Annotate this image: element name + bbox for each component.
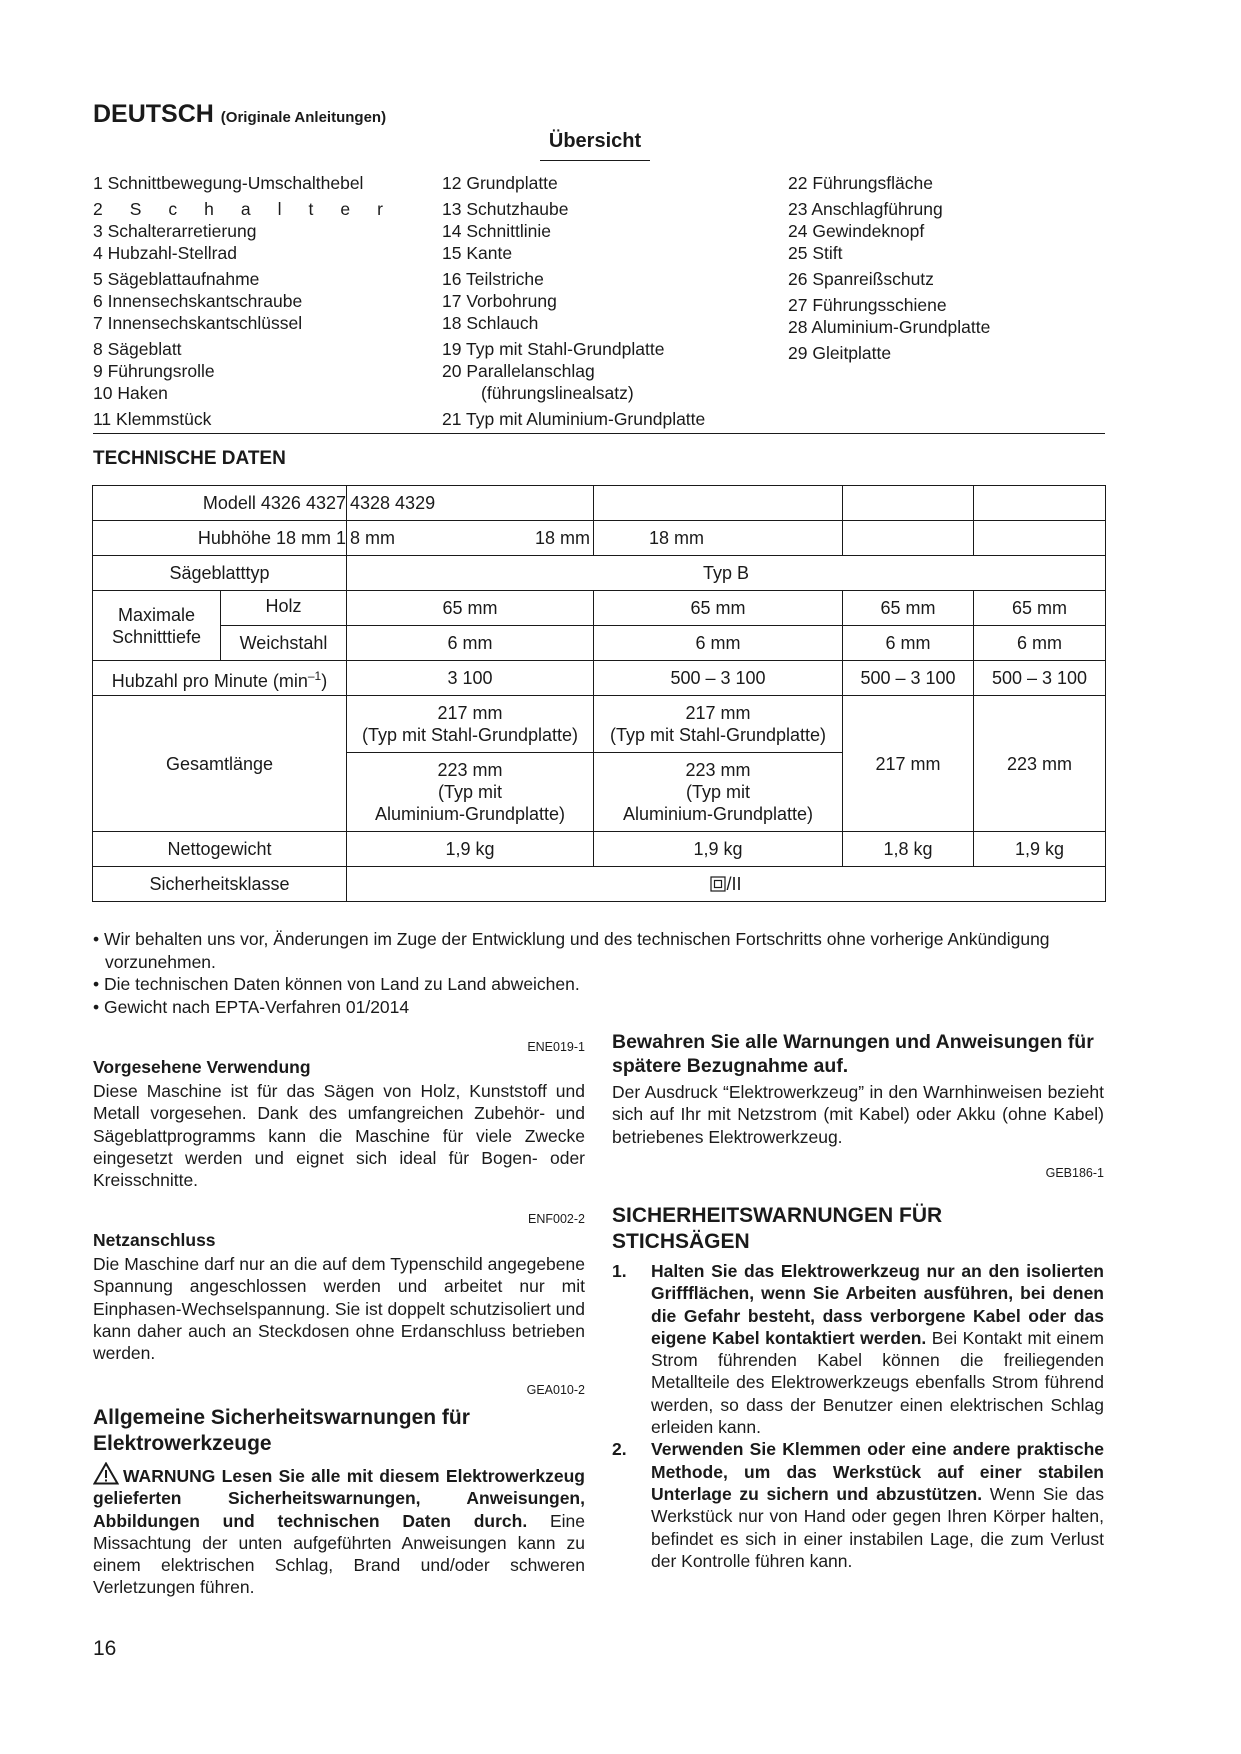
value-cell: 223 mm — [974, 696, 1106, 832]
value-cell: 6 mm — [843, 626, 974, 661]
laenge-steel: 217 mm (Typ mit Stahl-Grundplatte) — [594, 696, 843, 753]
value-cell: 65 mm — [843, 591, 974, 626]
stahl-label: Weichstahl — [221, 626, 347, 661]
part-item: 6 Innensechskantschraube — [93, 291, 303, 311]
table-row — [93, 591, 1106, 626]
verwendung-title: Vorgesehene Verwendung — [93, 1057, 311, 1077]
note-item: • Die technischen Daten können von Land zu Land abweichen. — [93, 974, 580, 994]
part-item: 24 Gewindeknopf — [788, 221, 925, 241]
table-row — [93, 556, 1106, 591]
hubzahl-label: Hubzahl pro Minute $(\min^{-1})$ — [93, 661, 347, 696]
safety-item: 1. Halten Sie das Elektrowerkzeug nur an den isolierten Griffflächen, wenn Sie Arbeiten ausführen, bei denen die Gefahr besteht, dass verborgene Kabel oder das eigene Kabel kontaktiert werden. Bei Kontakt mit einem Strom führenden Kabel können die freiliegenden Metallteile des Elektrowerkzeugs ebenfalls Strom führend werden, so dass der Benutzer einen elektrischen Schlag erleiden kann. — [612, 1261, 1104, 1438]
value-cell: 500 – 3 100 — [594, 661, 843, 696]
part-item: 16 Teilstriche — [442, 269, 544, 289]
overview-col-2 — [442, 172, 705, 430]
part-item: 4 Hubzahl-Stellrad — [93, 243, 237, 263]
notes-list — [93, 928, 1108, 1018]
part-item: 13 Schutzhaube — [442, 199, 569, 219]
table-row — [93, 661, 1106, 696]
laenge-steel: 217 mm (Typ mit Stahl-Grundplatte) — [347, 696, 594, 753]
part-item: 12 Grundplatte — [442, 173, 558, 193]
laenge-alu: 223 mm (Typ mit Aluminium-Grundplatte) — [594, 753, 843, 832]
part-item: 23 Anschlagführung — [788, 199, 943, 219]
overview-underline — [540, 160, 650, 161]
overview-title: Übersicht — [548, 130, 642, 152]
hub-left: Hubhöhe 18 mm 1 — [93, 521, 347, 556]
table-row — [93, 832, 1106, 867]
part-item: 7 Innensechskantschlüssel — [93, 313, 303, 333]
part-item-spaced: 2 S c h a l t e r — [93, 199, 383, 219]
warning-bold-text: WARNUNG Lesen Sie alle mit diesem Elektrowerkzeug gelieferten Sicherheitswarnungen, Anweisungen, Abbildungen und technischen Daten durch. — [93, 1466, 585, 1531]
part-item: 22 Führungsfläche — [788, 173, 933, 193]
double-insulation-icon — [710, 876, 726, 892]
part-item: 1 Schnittbewegung-Umschalthebel — [93, 173, 364, 193]
section-divider — [93, 433, 1105, 434]
part-item: 10 Haken — [93, 383, 168, 403]
part-item: 18 Schlauch — [442, 313, 539, 333]
part-item: 28 Aluminium-Grundplatte — [788, 317, 991, 337]
part-item: 11 Klemmstück — [93, 409, 212, 429]
note-item: • Wir behalten uns vor, Änderungen im Zuge der Entwicklung und des technischen Fortschritts ohne vorherige Ankündigung vorzunehmen. — [93, 929, 1050, 972]
table-row — [93, 486, 1106, 521]
part-item: 27 Führungsschiene — [788, 295, 947, 315]
value-cell: 500 – 3 100 — [974, 661, 1106, 696]
part-item: 5 Sägeblattaufnahme — [93, 269, 260, 289]
bewahren-text: Der Ausdruck “Elektrowerkzeug” in den Warnhinweisen bezieht sich auf Ihr mit Netzstrom (mit Kabel) oder Akku (ohne Kabel) betriebenes Elektrowerkzeug. — [612, 1082, 1104, 1147]
part-item: 14 Schnittlinie — [442, 221, 551, 241]
spec-table — [92, 485, 1106, 902]
modell-right: 4328 4329 — [347, 486, 594, 521]
gewicht-label: Nettogewicht — [93, 832, 347, 867]
note-item: • Gewicht nach EPTA-Verfahren 01/2014 — [93, 996, 410, 1017]
part-item: 25 Stift — [788, 243, 843, 263]
value-cell: 65 mm — [347, 591, 594, 626]
part-item: 29 Gleitplatte — [788, 343, 892, 363]
empty-cell — [594, 486, 843, 521]
value-cell: 3 100 — [347, 661, 594, 696]
safety-list — [612, 1260, 1104, 1572]
laenge-alu: 223 mm (Typ mit Aluminium-Grundplatte) — [347, 753, 594, 832]
overview-col-3 — [788, 172, 990, 364]
part-item: 3 Schalterarretierung — [93, 221, 257, 241]
safety-item: 2. Verwenden Sie Klemmen oder eine andere praktische Methode, um das Werkstück auf einer stabilen Unterlage zu sichern und abzustützen. Wenn Sie das Werkstück nur von Hand oder gegen Ihren Körper halten, befindet es sich in einer instabilen Lage, die zum Verlust der Kontrolle führen kann. — [612, 1439, 1104, 1571]
blade-value: Typ B — [347, 556, 1106, 591]
section-code: ENF002-2 — [528, 1212, 585, 1226]
value-cell: 6 mm — [347, 626, 594, 661]
value-cell: 65 mm — [594, 591, 843, 626]
section-code: GEB186-1 — [1045, 1166, 1104, 1180]
part-item: 26 Spanreißschutz — [788, 269, 934, 289]
value-cell: 6 mm — [594, 626, 843, 661]
value-cell: 500 – 3 100 — [843, 661, 974, 696]
table-row — [93, 867, 1106, 902]
netz-text: Die Maschine darf nur an die auf dem Typenschild angegebene Spannung angeschlossen werden und arbeitet nur mit Einphasen-Wechselspannung. Sie ist doppelt schutzisoliert und kann daher auch an Steckdosen ohne Erdanschluss betrieben werden. — [93, 1254, 585, 1364]
value-cell: 1,8 kg — [843, 832, 974, 867]
value-cell: 1,9 kg — [347, 832, 594, 867]
klasse-label: Sicherheitsklasse — [93, 867, 347, 902]
value-cell: 6 mm — [974, 626, 1106, 661]
warning-block — [93, 1462, 585, 1599]
hub-mid: 8 mm 18 mm — [347, 521, 594, 556]
max-label: Maximale Schnitttiefe — [93, 591, 221, 661]
section-code: GEA010-2 — [526, 1383, 585, 1397]
part-item: 21 Typ mit Aluminium-Grundplatte — [442, 409, 706, 429]
modell-left: Modell 4326 4327 — [93, 486, 347, 521]
verwendung-text: Diese Maschine ist für das Sägen von Holz, Kunststoff und Metall vorgesehen. Dank des umfangreichen Zubehör- und Sägeblattprogramms kann die Maschine für viele Zwecke eingesetzt werden und eignet sich ideal für Bogen- oder Kreisschnitte. — [93, 1081, 585, 1191]
laenge-label: Gesamtlänge — [93, 696, 347, 832]
warning-text: Eine Missachtung der unten aufgeführten Anweisungen kann zu einem elektrischen Schlag, Brand und/oder schweren Verletzungen führen. — [93, 1510, 585, 1598]
page-header — [93, 100, 386, 129]
part-item: 20 Parallelanschlag — [442, 361, 595, 381]
empty-cell — [974, 486, 1106, 521]
holz-label: Holz — [221, 591, 347, 626]
allg-title: Allgemeine Sicherheitswarnungen für Elektrowerkzeuge — [93, 1406, 470, 1455]
part-item: (führungslinealsatz) — [481, 383, 634, 403]
part-item: 8 Sägeblatt — [93, 339, 182, 359]
value-cell: 65 mm — [974, 591, 1106, 626]
blade-label: Sägeblatttyp — [93, 556, 347, 591]
value-cell: 1,9 kg — [974, 832, 1106, 867]
warning-triangle-icon — [93, 1462, 119, 1485]
section-code: ENE019-1 — [527, 1040, 585, 1054]
overview-col-1 — [93, 172, 383, 430]
bewahren-title: Bewahren Sie alle Warnungen und Anweisungen für spätere Bezugnahme auf. — [612, 1031, 1094, 1077]
part-item: 15 Kante — [442, 243, 513, 263]
empty-cell — [974, 521, 1106, 556]
table-row — [93, 696, 1106, 753]
value-cell: 217 mm — [843, 696, 974, 832]
value-cell: 1,9 kg — [594, 832, 843, 867]
empty-cell — [843, 521, 974, 556]
netz-title: Netzanschluss — [93, 1230, 216, 1250]
part-item: 19 Typ mit Stahl-Grundplatte — [442, 339, 665, 359]
tech-title: TECHNISCHE DATEN — [93, 448, 286, 469]
klasse-value: /II — [347, 867, 1106, 902]
table-row — [93, 521, 1106, 556]
empty-cell — [843, 486, 974, 521]
language-title: DEUTSCH — [93, 100, 214, 128]
hub-right: 18 mm — [594, 521, 843, 556]
page-number: 16 — [93, 1637, 117, 1660]
language-subtitle: (Originale Anleitungen) — [220, 109, 387, 126]
sicher-title: SICHERHEITSWARNUNGEN FÜR STICHSÄGEN — [612, 1204, 943, 1253]
part-item: 9 Führungsrolle — [93, 361, 215, 381]
part-item: 17 Vorbohrung — [442, 291, 557, 311]
table-row — [93, 626, 1106, 661]
